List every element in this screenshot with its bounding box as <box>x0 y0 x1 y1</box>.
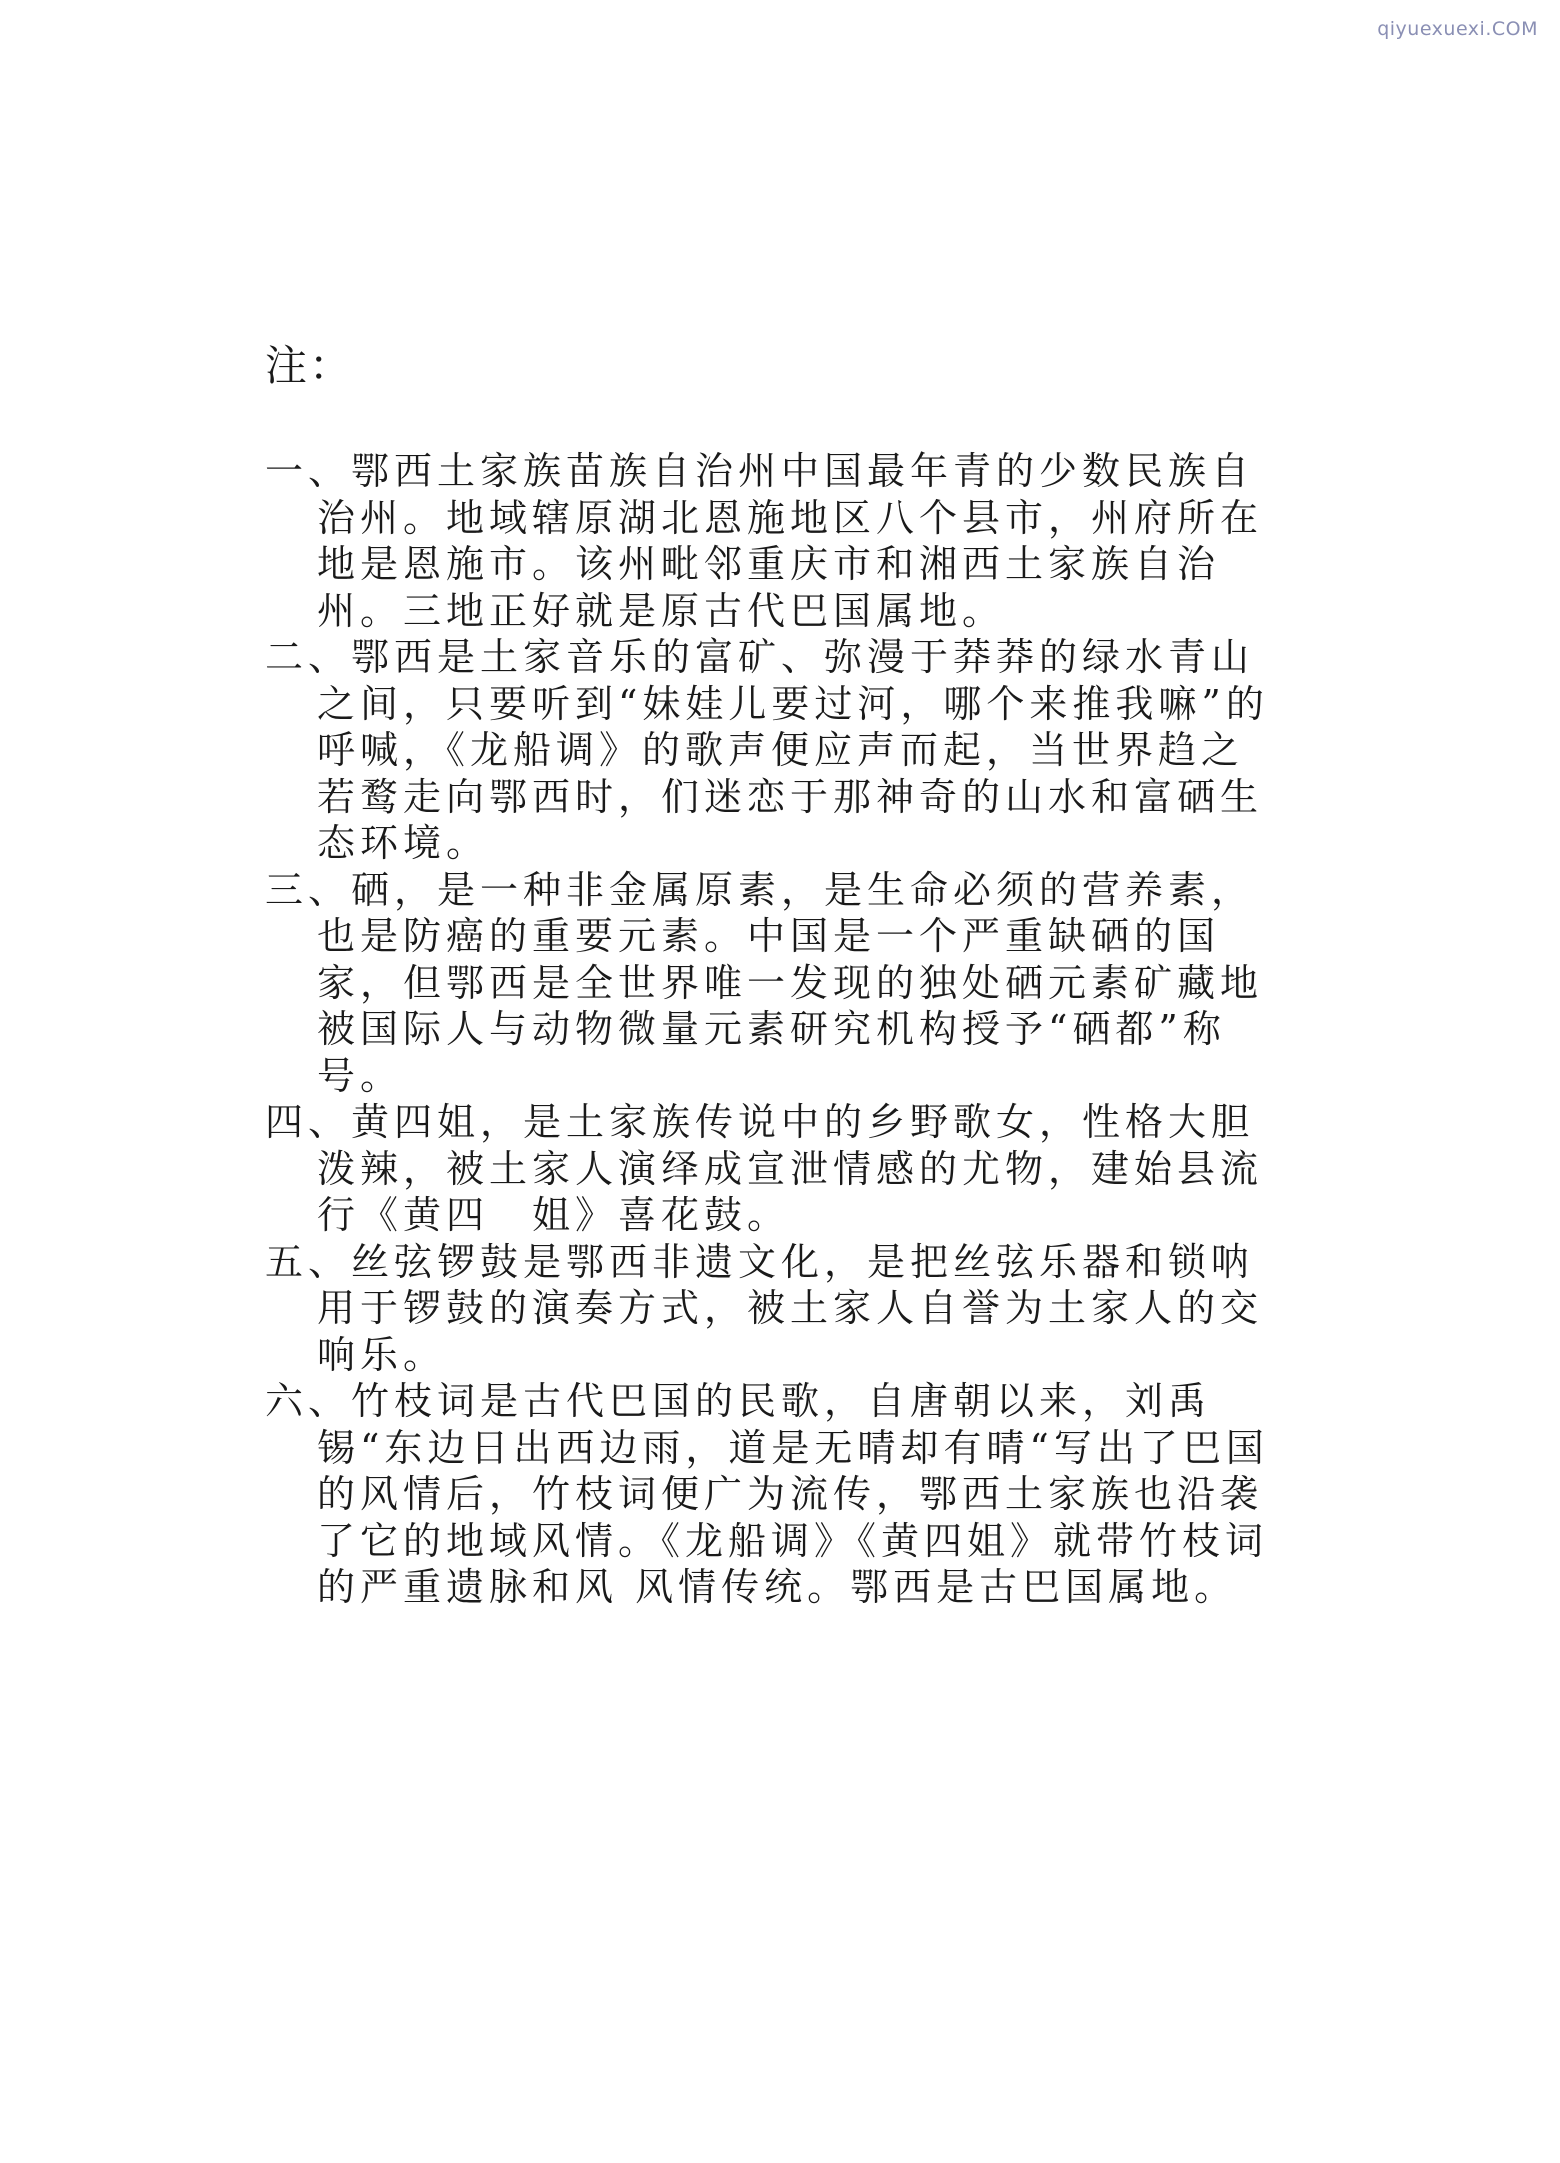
note-number: 二、 <box>265 635 352 679</box>
note-text: 硒，是一种非金属原素，是生命必须的营养素，也是防癌的重要元素。中国是一个严重缺硒的国家，但鄂西是全世界唯一发现的独处硒元素矿藏地被国际人与动物微量元素研究机构授予“硒都”称号。 <box>317 867 1264 1098</box>
note-text: 黄四姐，是土家族传说中的乡野歌女，性格大胆泼辣，被土家人演绎成宣泄情感的尤物，建始县流行《黄四 姐》喜花鼓。 <box>317 1100 1264 1237</box>
note-item-6 <box>265 1378 1275 1611</box>
note-number: 六、 <box>265 1379 352 1423</box>
note-item-5 <box>265 1239 1275 1379</box>
note-text: 鄂西土家族苗族自治州中国最年青的少数民族自治州。地域辖原湖北恩施地区八个县市，州府所在地是恩施市。该州毗邻重庆市和湘西土家族自治州。三地正好就是原古代巴国属地。 <box>317 449 1264 633</box>
note-number: 五、 <box>265 1239 352 1284</box>
note-number: 一、 <box>265 449 352 493</box>
note-text: 丝弦锣鼓是鄂西非遗文化，是把丝弦乐器和锁呐用于锣鼓的演奏方式，被土家人自誉为土家人的交响乐。 <box>317 1239 1264 1377</box>
notes-heading: 注： <box>265 341 354 390</box>
note-text: 竹枝词是古代巴国的民歌，自唐朝以来，刘禹锡“东边日出西边雨，道是无晴却有晴“写出了巴国的风情后，竹枝词便广为流传，鄂西土家族也沿袭了它的地域风情。《龙船调》《黄四姐》就带竹枝词的严重遗脉和风 风情传统。鄂西是古巴国属地。 <box>317 1379 1269 1609</box>
note-item-2 <box>265 634 1275 867</box>
note-text: 鄂西是土家音乐的富矿、弥漫于莽莽的绿水青山之间，只要听到“妹娃儿要过河，哪个来推我嘛”的呼喊，《龙船调》的歌声便应声而起，当世界趋之若鹜走向鄂西时，们迷恋于那神奇的山水和富硒生态环境。 <box>317 635 1269 865</box>
note-item-3 <box>265 867 1275 1100</box>
site-watermark: qiyuexuexi.COM <box>1377 18 1538 40</box>
note-item-4 <box>265 1099 1275 1239</box>
note-number: 三、 <box>265 867 352 912</box>
note-item-1 <box>265 448 1275 634</box>
note-number: 四、 <box>265 1100 352 1144</box>
notes-document <box>265 340 1275 1611</box>
